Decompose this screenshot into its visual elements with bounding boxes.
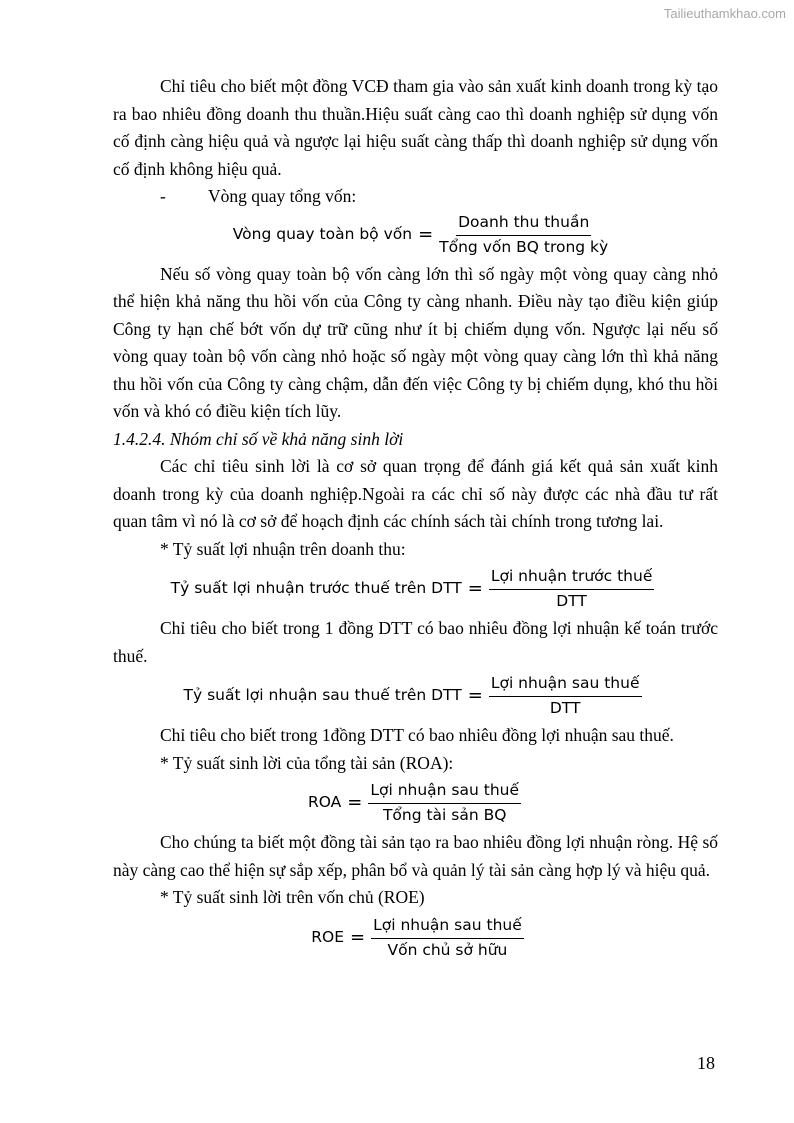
paragraph-roa-heading: * Tỷ suất sinh lời của tổng tài sản (ROA):	[160, 752, 454, 773]
fraction	[489, 567, 655, 611]
numerator: Lợi nhuận sau thuế	[489, 674, 642, 697]
formula-lhs: ROA	[307, 793, 342, 812]
fraction	[371, 916, 524, 960]
page-body	[113, 73, 718, 964]
paragraph-sinh-loi-intro: Các chỉ tiêu sinh lời là cơ sở quan trọng để đánh giá kết quả sản xuất kinh doanh trong kỳ của doanh nghiệp.Ngoài ra các chỉ số này được các nhà đầu tư rất quan tâm vì nó là cơ sở để hoạch định các chính sách tài chính trong tương lai.	[113, 456, 718, 531]
paragraph-vcd-efficiency: Chỉ tiêu cho biết một đồng VCĐ tham gia vào sản xuất kinh doanh trong kỳ tạo ra bao nhiêu đồng doanh thu thuần.Hiệu suất càng cao thì doanh nghiệp sử dụng vốn cố định càng hiệu quả và ngược lại hiệu suất càng thấp thì doanh nghiệp sử dụng vốn cố định không hiệu quả.	[113, 76, 718, 179]
denominator: Tổng tài sản BQ	[382, 806, 507, 824]
equals-sign: =	[418, 223, 434, 245]
bullet-text: Vòng quay tổng vốn:	[208, 186, 357, 206]
bullet-item	[113, 183, 718, 211]
formula-ts-sau-thue	[107, 674, 718, 718]
formula-vong-quay	[123, 213, 718, 257]
paragraph-vong-quay-explanation: Nếu số vòng quay toàn bộ vốn càng lớn thì số ngày một vòng quay càng nhỏ thể hiện khả năng thu hồi vốn của Công ty càng nhanh. Điều này tạo điều kiện giúp Công ty hạn chế bớt vốn dự trữ cũng như ít bị chiếm dụng vốn. Ngược lại nếu số vòng quay toàn bộ vốn càng nhỏ hoặc số ngày một vòng quay càng lớn thì khả năng thu hồi vốn của Công ty càng chậm, dẫn đến việc Công ty bị chiếm dụng, khó thu hồi vốn và khó có điều kiện tích lũy.	[113, 263, 718, 421]
denominator: Tổng vốn BQ trong kỳ	[439, 237, 609, 256]
equals-sign: =	[350, 926, 366, 948]
paragraph-roa-explanation: Cho chúng ta biết một đồng tài sản tạo ra bao nhiêu đồng lợi nhuận ròng. Hệ số này càng cao thể hiện sự sắp xếp, phân bổ và quản lý tài sản càng hợp lý và hiệu quả.	[113, 832, 718, 880]
denominator: DTT	[549, 699, 581, 717]
numerator: Lợi nhuận sau thuế	[371, 916, 524, 939]
numerator: Lợi nhuận sau thuế	[368, 781, 521, 804]
watermark: Tailieuthamkhao.com	[663, 6, 786, 21]
equals-sign: =	[467, 578, 483, 600]
formula-lhs: ROE	[311, 927, 344, 946]
numerator: Lợi nhuận trước thuế	[489, 567, 655, 590]
numerator: Doanh thu thuần	[456, 213, 591, 236]
equals-sign: =	[467, 685, 483, 707]
formula-roe	[117, 916, 718, 960]
paragraph-roe-heading: * Tỷ suất sinh lời trên vốn chủ (ROE)	[160, 887, 425, 907]
formula-lhs: Vòng quay toàn bộ vốn	[232, 224, 413, 243]
fraction	[368, 781, 521, 825]
equals-sign: =	[347, 792, 363, 814]
section-heading: 1.4.2.4. Nhóm chỉ số về khả năng sinh lời	[113, 428, 404, 449]
fraction	[489, 674, 642, 718]
denominator: DTT	[556, 592, 587, 610]
bullet-dash: -	[160, 186, 166, 206]
denominator: Vốn chủ sở hữu	[387, 940, 508, 959]
paragraph-ts-doanh-thu: * Tỷ suất lợi nhuận trên doanh thu:	[160, 538, 406, 559]
formula-roa	[111, 781, 718, 825]
fraction	[439, 213, 608, 257]
formula-ts-truoc-thue	[107, 567, 718, 611]
paragraph-truoc-thue-explanation: Chỉ tiêu cho biết trong 1 đồng DTT có bao nhiêu đồng lợi nhuận kế toán trước thuế.	[113, 618, 718, 666]
paragraph-sau-thue-explanation: Chỉ tiêu cho biết trong 1đồng DTT có bao nhiêu đồng lợi nhuận sau thuế.	[160, 725, 674, 745]
formula-lhs: Tỷ suất lợi nhuận sau thuế trên DTT	[183, 686, 462, 705]
page-number: 18	[697, 1053, 715, 1073]
formula-lhs: Tỷ suất lợi nhuận trước thuế trên DTT	[170, 579, 462, 598]
